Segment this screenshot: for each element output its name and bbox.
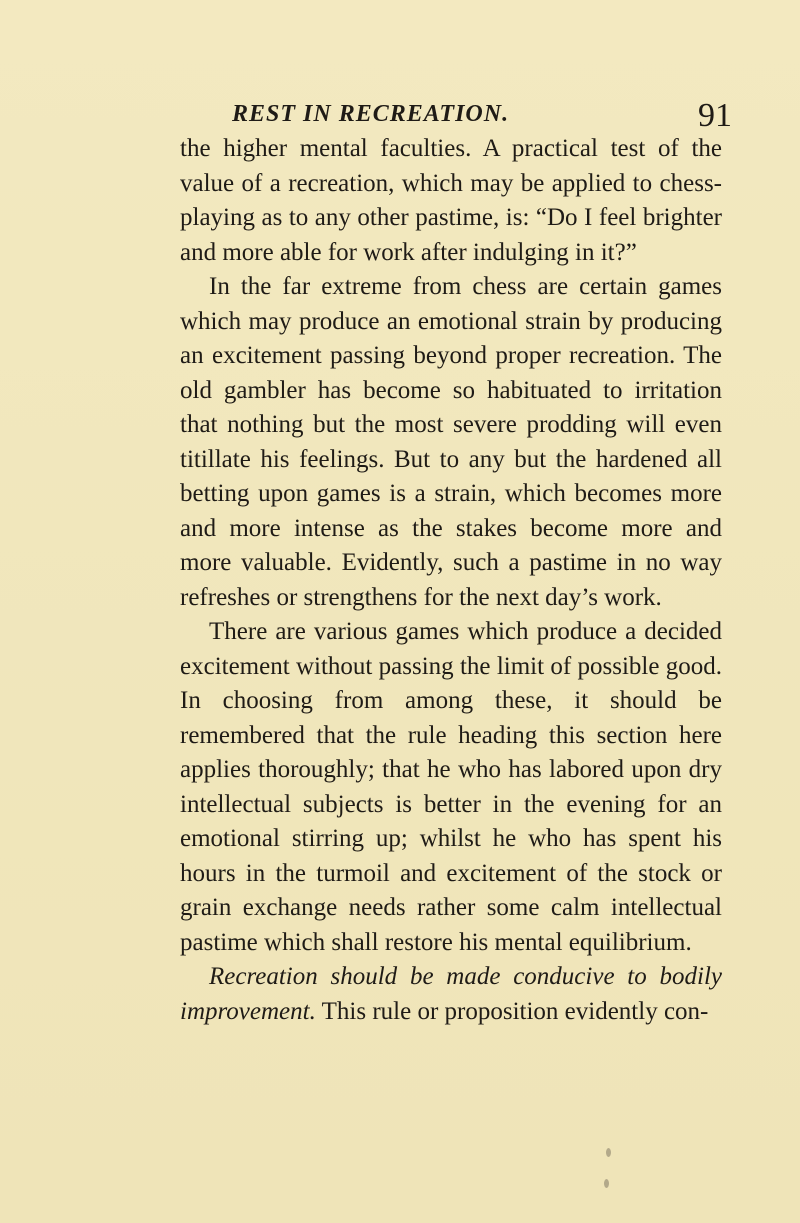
paragraph-4-text: This rule or proposition evidently con- bbox=[315, 997, 709, 1025]
body-text bbox=[180, 132, 722, 1029]
italic-rule-heading: Recreation should be made conducive to bodily improvement. bbox=[180, 963, 722, 1025]
paragraph-2: In the far extreme from chess are certain games which may produce an emotional strain by producing an excitement passing beyond proper recreation. The old gambler has become so habituated to irritation that nothing but the most severe prodding will even titillate his feelings. But to any but the hardened all betting upon games is a strain, which becomes more and more intense as the stakes become more and more valuable. Evidently, such a pastime in no way refreshes or strengthens for the next day’s work. bbox=[180, 273, 722, 611]
paper-speck bbox=[604, 1179, 609, 1188]
running-head: REST IN RECREATION. bbox=[232, 101, 510, 127]
page-header bbox=[0, 97, 800, 137]
page-number: 91 bbox=[698, 97, 732, 134]
paragraph-3: There are various games which produce a decided excitement without passing the limit of possible good. In choosing from among these, it should be remembered that the rule heading this section here applies thoroughly; that he who has labored upon dry intellectual subjects is better in the evening for an emotional stirring up; whilst he who has spent his hours in the turmoil and excitement of the stock or grain exchange needs rather some calm intellectual pastime which shall restore his mental equilibrium. bbox=[180, 618, 722, 956]
paragraph-4 bbox=[180, 960, 722, 1029]
paper-speck bbox=[606, 1148, 611, 1157]
paragraph-1: the higher mental faculties. A practical test of the value of a recreation, which may be applied to chess-playing as to any other pastime, is: “Do I feel brighter and more able for work after indulging in it?” bbox=[180, 135, 722, 266]
